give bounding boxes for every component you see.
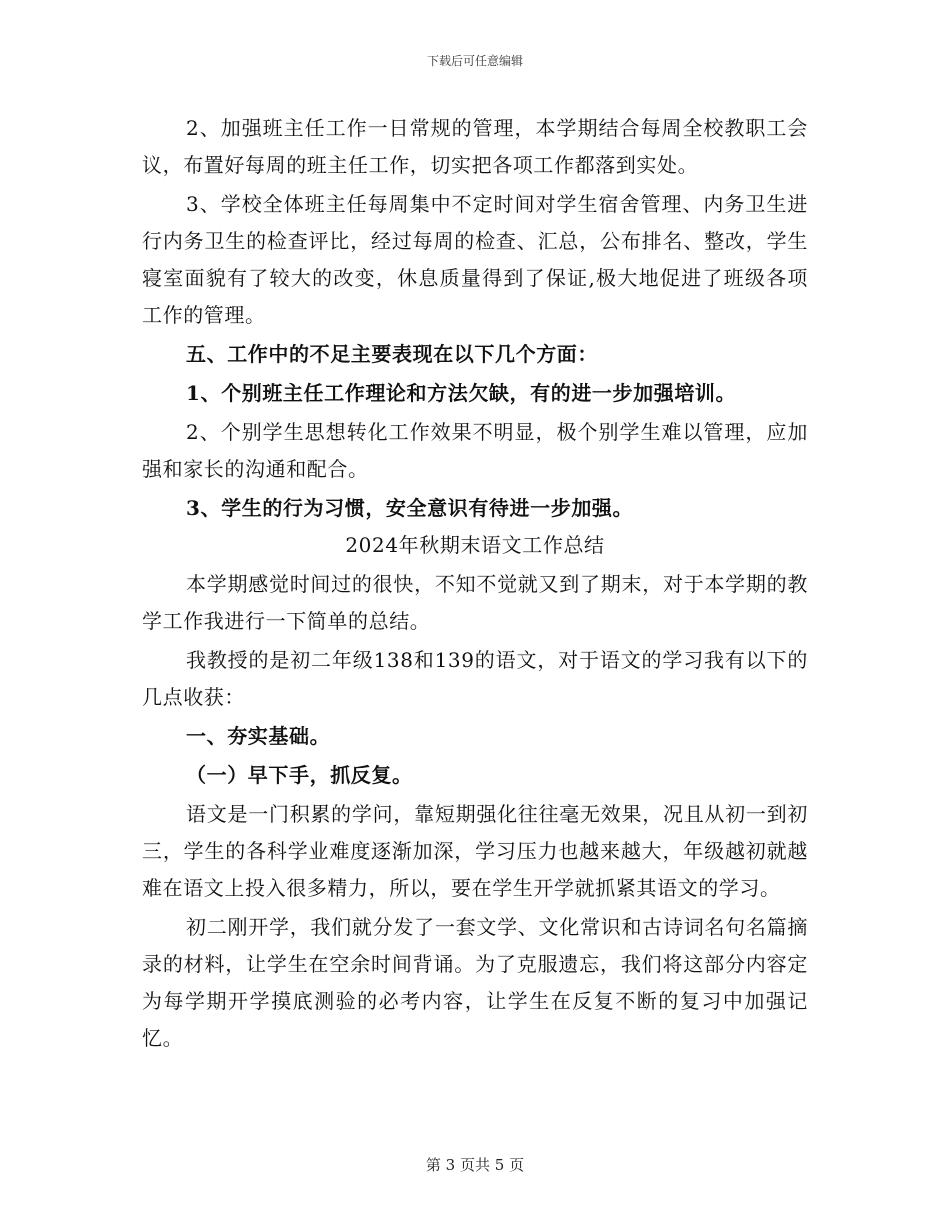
subsection-heading-early: （一）早下手，抓反复。 [186,763,413,787]
paragraph-3: 3、学校全体班主任每周集中不定时间对学生宿舍管理、内务卫生进行内务卫生的检查评比，经过每周的检查、汇总，公布排名、整改，学生寝室面貌有了较大的改变，休息质量得到了保证,极大地促进了班级各项工作的管理。 [142,192,808,327]
shortcoming-3: 3、学生的行为习惯，安全意识有待进一步加强。 [186,496,634,520]
section-heading-foundation: 一、夯实基础。 [186,724,331,748]
paragraph-2: 2、加强班主任工作一日常规的管理，本学期结合每周全校教职工会议，布置好每周的班主任工作，切实把各项工作都落到实处。 [142,116,808,177]
intro-paragraph: 本学期感觉时间过的很快，不知不觉就又到了期末，对于本学期的教学工作我进行一下简单的总结。 [142,572,808,633]
materials-paragraph: 初二刚开学，我们就分发了一套文学、文化常识和古诗词名句名篇摘录的材料，让学生在空余时间背诵。为了克服遗忘，我们将这部分内容定为每学期开学摸底测验的必考内容，让学生在反复不断的复习中加强记忆。 [142,915,808,1050]
teaching-paragraph: 我教授的是初二年级138和139的语文，对于语文的学习我有以下的几点收获： [142,648,808,709]
document-title: 2024年秋期末语文工作总结 [345,533,605,557]
document-body [142,110,808,1057]
page-header: 下载后可任意编辑 [426,54,523,68]
section-heading-shortcomings: 五、工作中的不足主要表现在以下几个方面： [186,342,598,366]
accumulation-paragraph: 语文是一门积累的学问，靠短期强化往往毫无效果，况且从初一到初三，学生的各科学业难度逐渐加深，学习压力也越来越大，年级越初就越难在语文上投入很多精力，所以，要在学生开学就抓紧其语文的学习。 [142,802,808,900]
shortcoming-2: 2、个别学生思想转化工作效果不明显，极个别学生难以管理，应加强和家长的沟通和配合。 [142,420,808,481]
shortcoming-1: 1、个别班主任工作理论和方法欠缺，有的进一步加强培训。 [186,381,737,405]
page-footer: 第 3 页共 5 页 [425,1156,525,1174]
